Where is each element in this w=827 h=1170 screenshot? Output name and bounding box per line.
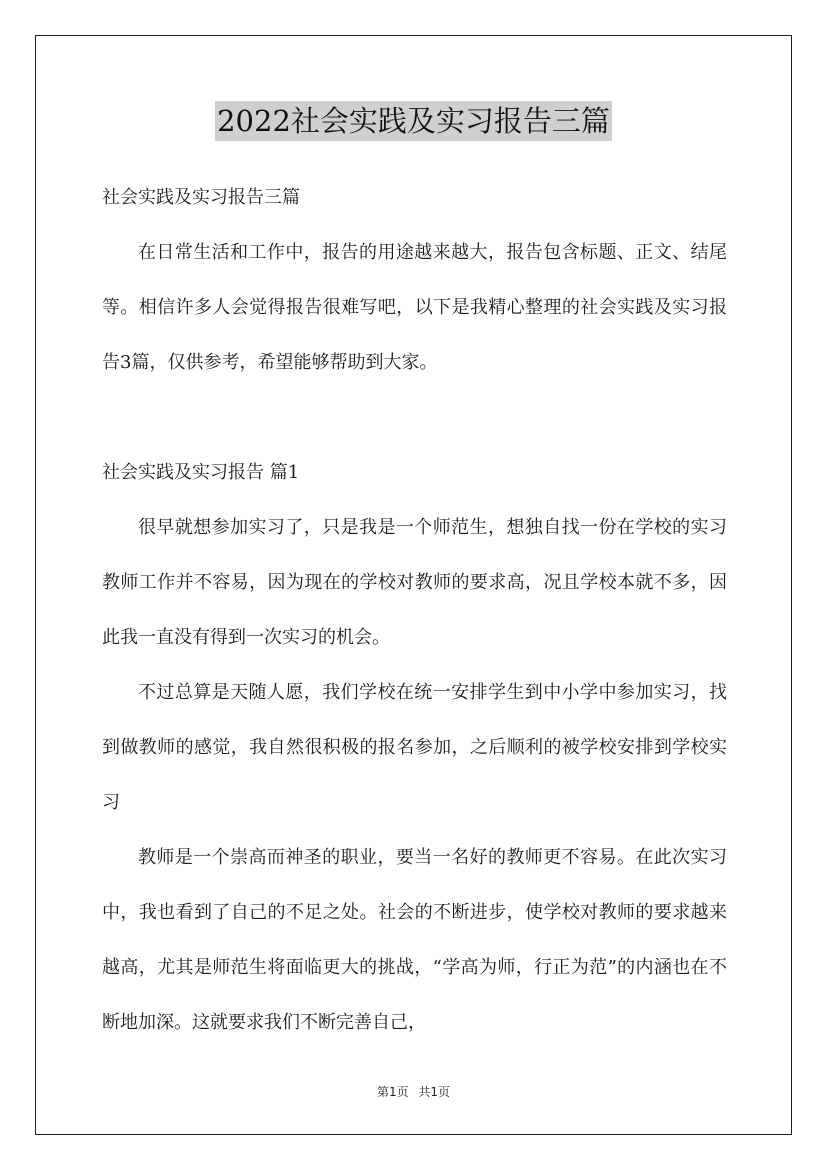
page-number: 第1页 (376, 1085, 409, 1099)
document-title: 2022社会实践及实习报告三篇 (215, 101, 612, 141)
document-subtitle: 社会实践及实习报告三篇 (102, 187, 300, 208)
blank-line (102, 390, 727, 445)
page-total: 共1页 (418, 1085, 451, 1099)
body-paragraph: 很早就想参加实习了，只是我是一个师范生，想独自找一份在学校的实习教师工作并不容易，因为现在的学校对教师的要求高，况且学校本就不多，因此我一直没有得到一次实习的机会。 (102, 517, 727, 648)
title-container (0, 101, 827, 141)
document-body (102, 170, 727, 1050)
body-paragraph: 不过总算是天随人愿，我们学校在统一安排学生到中小学中参加实习，找到做教师的感觉，我自然很积极的报名参加，之后顺利的被学校安排到学校实习 (102, 682, 727, 813)
page-footer (0, 1083, 827, 1100)
section-heading: 社会实践及实习报告 篇1 (102, 462, 300, 483)
intro-paragraph: 在日常生活和工作中，报告的用途越来越大，报告包含标题、正文、结尾等。相信许多人会觉得报告很难写吧，以下是我精心整理的社会实践及实习报告3篇，仅供参考，希望能够帮助到大家。 (102, 242, 727, 373)
body-paragraph: 教师是一个崇高而神圣的职业，要当一名好的教师更不容易。在此次实习中，我也看到了自己的不足之处。社会的不断进步，使学校对教师的要求越来越高，尤其是师范生将面临更大的挑战，“学高为师，行正为范”的内涵也在不断地加深。这就要求我们不断完善自己， (102, 847, 727, 1033)
